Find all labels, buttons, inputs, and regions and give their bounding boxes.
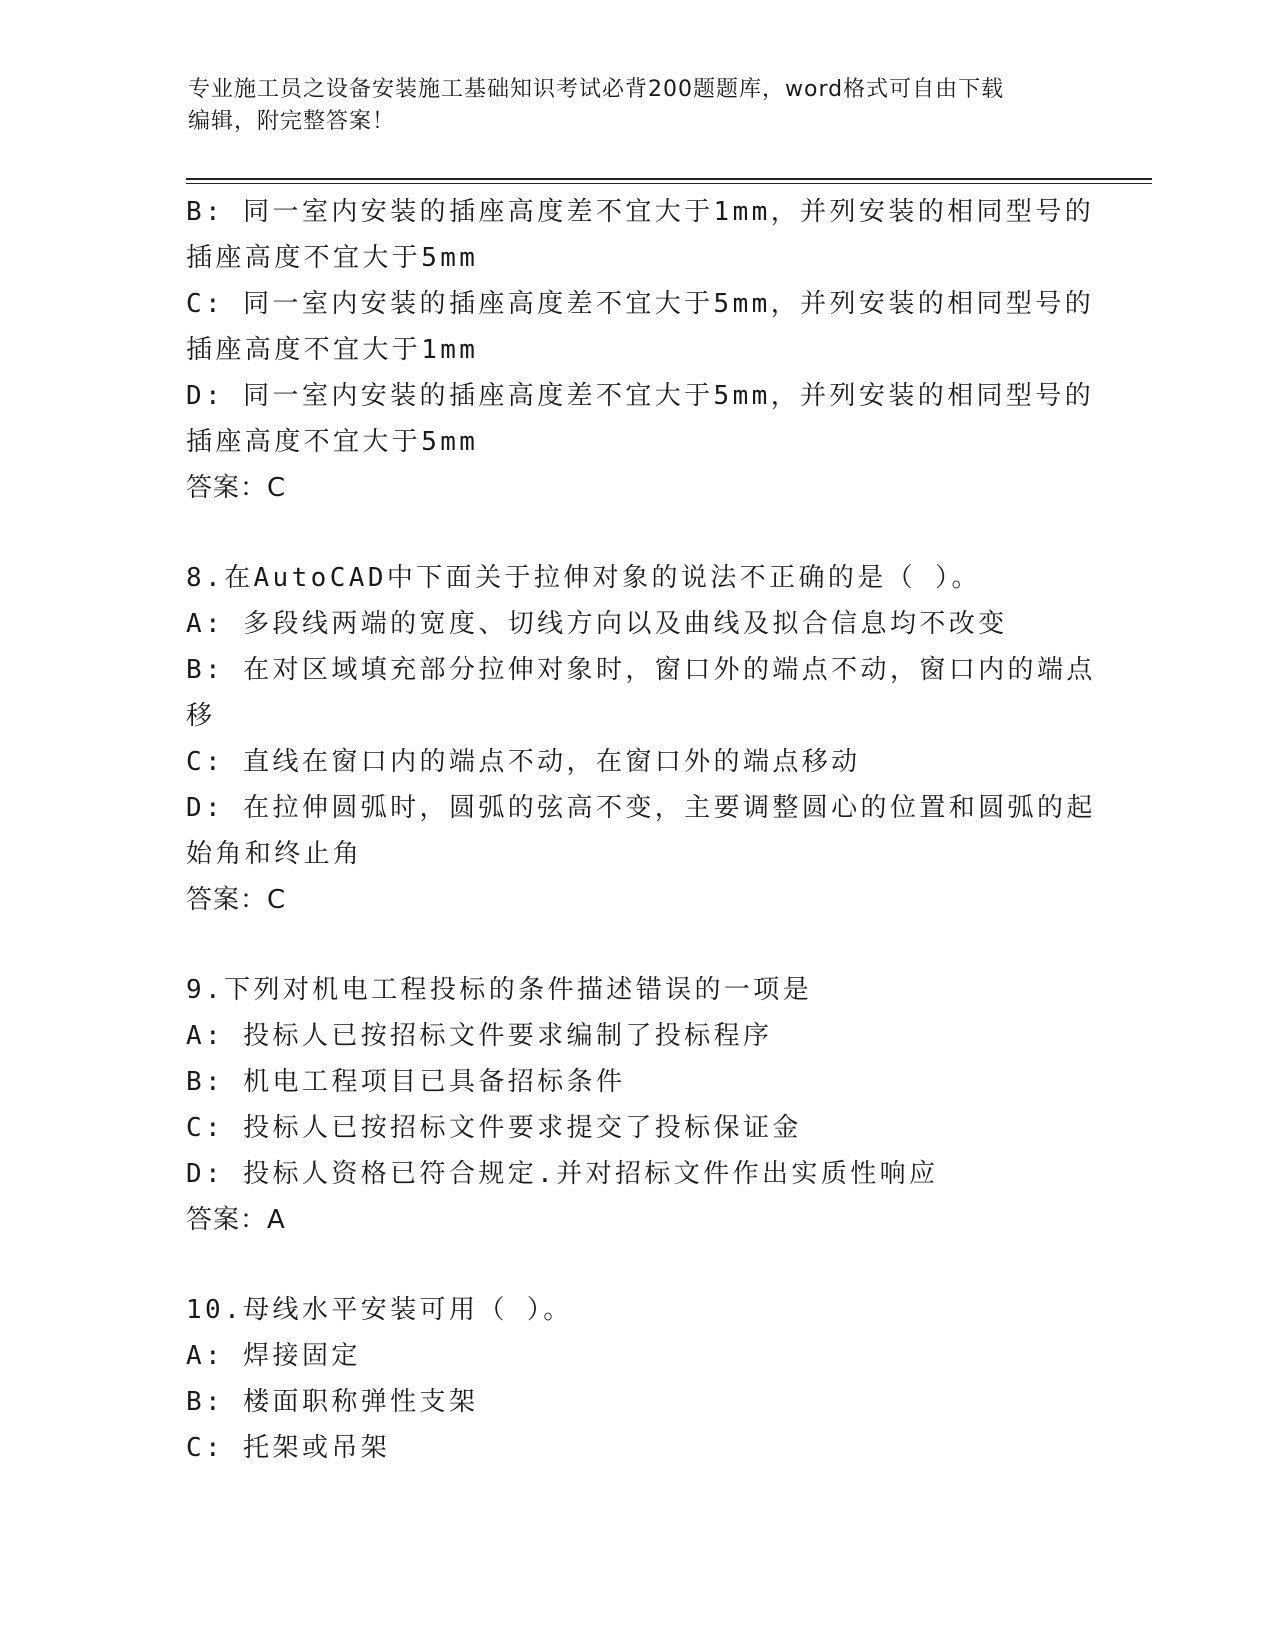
q9-answer: 答案：A [186, 1205, 286, 1235]
document-header [188, 74, 1088, 138]
header-rule-thin [186, 183, 1152, 184]
q7-option-c-line-2: 插座高度不宜大于1mm [186, 335, 479, 365]
q10-question-text: 10.母线水平安装可用（ ）。 [186, 1295, 573, 1325]
q8-option-b-line-2: 移 [186, 701, 216, 731]
header-rule-thick [186, 178, 1152, 180]
q8-question-text: 8.在AutoCAD中下面关于拉伸对象的说法不正确的是（ ）。 [186, 563, 981, 593]
question-9 [186, 967, 1086, 1243]
question-8 [186, 555, 1096, 923]
question-10 [186, 1287, 1086, 1471]
q8-option-a: A: 多段线两端的宽度、切线方向以及曲线及拟合信息均不改变 [186, 609, 1008, 639]
header-line-1: 专业施工员之设备安装施工基础知识考试必背200题题库，word格式可自由下载 [188, 77, 1005, 102]
q7-option-d-line-1: D: 同一室内安装的插座高度差不宜大于5mm，并列安装的相同型号的 [186, 381, 1095, 411]
q8-answer: 答案：C [186, 885, 287, 915]
q10-option-c: C: 托架或吊架 [186, 1433, 391, 1463]
header-line-2: 编辑，附完整答案！ [188, 109, 396, 134]
q8-option-b-line-1: B: 在对区域填充部分拉伸对象时，窗口外的端点不动，窗口内的端点 [186, 655, 1096, 685]
q7-option-c-line-1: C: 同一室内安装的插座高度差不宜大于5mm，并列安装的相同型号的 [186, 289, 1095, 319]
q9-option-d: D: 投标人资格已符合规定.并对招标文件作出实质性响应 [186, 1159, 939, 1189]
q10-option-b: B: 楼面职称弹性支架 [186, 1387, 479, 1417]
q9-option-a: A: 投标人已按招标文件要求编制了投标程序 [186, 1021, 773, 1051]
q8-option-d-line-2: 始角和终止角 [186, 839, 363, 869]
question-7-continuation [186, 189, 1095, 511]
q7-option-d-line-2: 插座高度不宜大于5mm [186, 427, 479, 457]
q10-option-a: A: 焊接固定 [186, 1341, 361, 1371]
q9-option-c: C: 投标人已按招标文件要求提交了投标保证金 [186, 1113, 802, 1143]
q8-option-c: C: 直线在窗口内的端点不动，在窗口外的端点移动 [186, 747, 861, 777]
q8-option-d-line-1: D: 在拉伸圆弧时，圆弧的弦高不变，主要调整圆心的位置和圆弧的起 [186, 793, 1096, 823]
q9-option-b: B: 机电工程项目已具备招标条件 [186, 1067, 626, 1097]
q7-option-b-line-1: B: 同一室内安装的插座高度差不宜大于1mm，并列安装的相同型号的 [186, 197, 1095, 227]
q9-question-text: 9.下列对机电工程投标的条件描述错误的一项是 [186, 975, 813, 1005]
document-body [186, 189, 1096, 1471]
q7-option-b-line-2: 插座高度不宜大于5mm [186, 243, 479, 273]
q7-answer: 答案：C [186, 473, 287, 503]
